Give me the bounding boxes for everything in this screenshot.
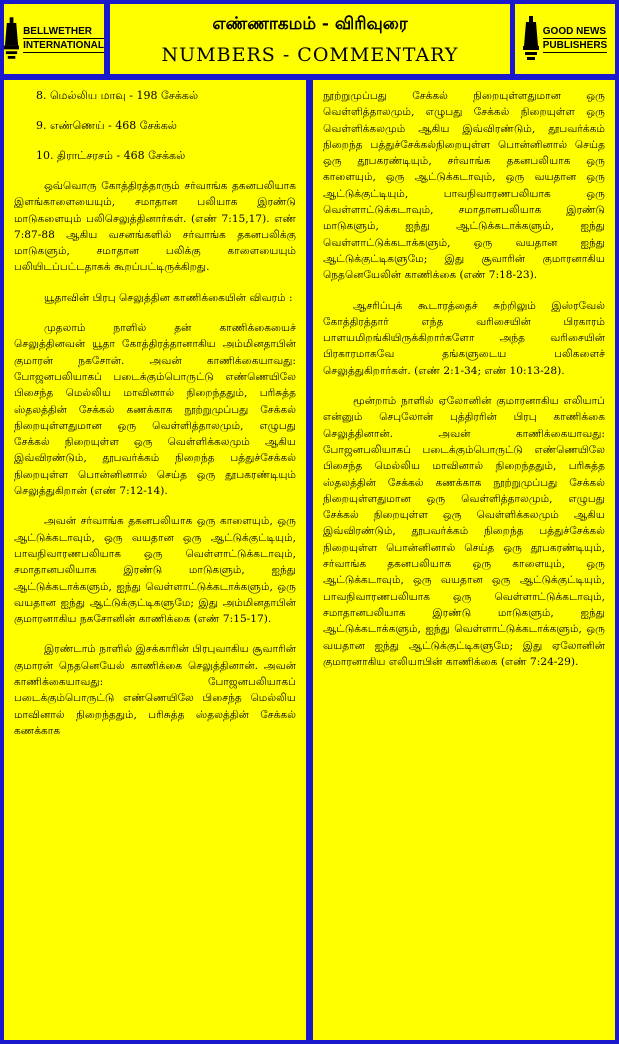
- logo-right-line-2: PUBLISHERS: [542, 40, 608, 51]
- paragraph: அவன் சர்வாங்க தகனபலியாக ஒரு காளையும், ஒரு ஆட்டுக்கடாவும், ஒரு வயதான ஒரு ஆட்டுக்குட்டியும், பாவநிவாரணபலியாக ஒரு வெள்ளாட்டுக்கடாவும், சமாதானபலியாக இரண்டு மாடுகளும், ஐந்து ஆட்டுக்கடாக்களும், ஐந்து வெள்ளாட்டுக்கடாக்களும், ஒரு வயதான ஐந்து ஆட்டுக்குட்டிகளுமே; இது அம்மினதாபின் குமாரனாகிய நகசோனின் காணிக்கை (எண் 7:15-17).: [14, 515, 296, 626]
- right-column: [313, 80, 615, 1040]
- logo-right-line-1: GOOD NEWS: [542, 26, 607, 37]
- bellwether-logo: [4, 4, 104, 74]
- list-item: 8. மெல்லிய மாவு - 198 சேக்கல்: [36, 89, 199, 102]
- paragraph: இரண்டாம் நாளில் இசக்காரின் பிரபுவாகிய சூவாரின் குமாரன் நெதனெயேல் காணிக்கை செலுத்தினான். அவன் காணிக்கையாவது: போஜனபலியாகப் படைக்கும்பொருட்டு எண்ணெயிலே பிசைந்த மெல்லிய மாவினால் நிறைந்ததும், பரிசுத்த ஸ்தலத்தின் சேக்கல் கணக்காக: [14, 643, 296, 737]
- paragraph: ஒவ்வொரு கோத்திரத்தாரும் சர்வாங்க தகனபலியாக இளங்காளையையும், சமாதான பலியாக இரண்டு மாடுகளையும் பலிசெலுத்தினார்கள். (எண் 7:15,17). எண் 7:87-88 ஆகிய வசனங்களில் சர்வாங்க தகனபலிக்கு மாடுகளும், சமாதான பலிக்கு காளையையும் பலியிடப்பட்டதாகக் கூறப்பட்டிருக்கிறது.: [14, 180, 296, 274]
- paragraph: முதலாம் நாளில் தன் காணிக்கையைச் செலுத்தினவன் யூதா கோத்திரத்தானாகிய அம்மினதாபின் குமாரன் நகசோன். அவன் காணிக்கையாவது: போஜனபலியாகப் படைக்கும்பொருட்டு எண்ணெயிலே பிசைந்த மெல்லிய மாவினால் நிறைந்ததும், பரிசுத்த ஸ்தலத்தின் சேக்கல் கணக்காக நூற்றுமுப்பது சேக்கல் நிறையுள்ளதுமான ஒரு வெள்ளித்தாலமும், எழுபது சேக்கல் நிறையுள்ள ஒரு வெள்ளிக்கலமும் ஆகிய இவ்விரண்டும், தூபவர்க்கம் நிறைந்த பத்துச்சேக்கல் நிறையுள்ள பொன்னினால் செய்த ஒரு தூபகரண்டியும் செலுத்துகிறான் (எண் 7:12-14).: [14, 322, 296, 498]
- good-news-icon: [523, 16, 539, 62]
- title-tamil: எண்ணாகமம் - விரிவுரை: [212, 14, 408, 34]
- logo-left-line-2: INTERNATIONAL: [23, 40, 104, 51]
- list-item: 9. எண்ணெய் - 468 சேக்கல்: [36, 119, 177, 132]
- list-item: 10. திராட்சரசம் - 468 சேக்கல்: [36, 149, 186, 162]
- bellwether-icon: [4, 16, 19, 62]
- paragraph: ஆசரிப்புக் கூடாரத்தைச் சுற்றிலும் இஸ்ரவேல் கோத்திரத்தார் எந்த வரிசையின் பிரகாரம் பாளயமிறங்கியிருக்கிறார்களோ அந்த வரிசையின் பிரகாரமாகவே தங்களுடைய பலிகளைச் செலுத்துகிறார்கள். (எண் 2:1-34; எண் 10:13-28).: [323, 299, 605, 377]
- page-title: [110, 4, 510, 74]
- paragraph: நூற்றுமுப்பது சேக்கல் நிறையுள்ளதுமான ஒரு வெள்ளித்தாலமும், எழுபது சேக்கல் நிறையுள்ள ஒரு வெள்ளிக்கலமும் ஆகிய இவ்விரண்டும், தூபவர்க்கம் நிறைந்த பத்துச்சேக்கல்நிறையுள்ள பொன்னினால் செய்த ஒரு தூபகரண்டியும், சர்வாங்க தகனபலியாக ஒரு காளையும், ஒரு ஆட்டுக்கடாவும், ஒரு வயதான ஒரு ஆட்டுக்குட்டியும், பாவநிவாரணபலியாக ஒரு வெள்ளாட்டுக்கடாவும், சமாதானபலியாக இரண்டு மாடுகளும், ஐந்து ஆட்டுக்கடாக்களும், ஐந்து வெள்ளாட்டுக்கடாக்களும், ஒரு வயதான ஐந்து ஆட்டுக்குட்டிகளுமே; இது சூவாரின் குமாரனாகிய நெதனெயேலின் காணிக்கை (எண் 7:18-23).: [323, 90, 605, 282]
- title-english: NUMBERS - COMMENTARY: [161, 44, 459, 66]
- good-news-wordmark: [543, 25, 607, 53]
- paragraph: யூதாவின் பிரபு செலுத்தின காணிக்கையின் விவரம் :: [44, 291, 293, 304]
- paragraph: மூன்றாம் நாளில் ஏலோனின் குமாரனாகிய எலியாப் என்னும் செபுலோன் புத்திரரின் பிரபு காணிக்கை செலுத்தினான். அவன் காணிக்கையாவது: போஜனபலியாகப் படைக்கும்பொருட்டு எண்ணெயிலே பிசைந்த மெல்லிய மாவினால் நிறைந்ததும், பரிசுத்த ஸ்தலத்தின் சேக்கல் கணக்காக நூற்றுமுப்பது சேக்கல் நிறையுள்ளதுமான ஒரு வெள்ளித்தாலமும், எழுபது சேக்கல் நிறையுள்ள ஒரு வெள்ளிக்கலமும் ஆகிய இவ்விரண்டும், தூபவர்க்கம் நிறைந்த பத்துச்சேக்கல் நிறையுள்ள பொன்னினால் செய்த ஒரு தூபகரண்டியும், சர்வாங்க தகனபலியாக ஒரு காளையும், ஒரு ஆட்டுக்கடாவும், ஒரு வயதான ஒரு ஆட்டுக்குட்டியும், பாவநிவாரணபலியாக ஒரு வெள்ளாட்டுக்கடாவும், சமாதானபலியாக இரண்டு மாடுகளும், ஐந்து ஆட்டுக்கடாக்களும், ஐந்து வெள்ளாட்டுக்கடாக்களும், ஒரு வயதான ஐந்து ஆட்டுக்குட்டிகளுமே; இது ஏலோனின் குமாரனாகிய எலியாபின் காணிக்கை (எண் 7:24-29).: [323, 395, 605, 668]
- left-column: [4, 80, 306, 1040]
- logo-left-line-1: BELLWETHER: [23, 25, 104, 39]
- good-news-logo: [515, 4, 615, 74]
- bellwether-wordmark: [23, 25, 104, 53]
